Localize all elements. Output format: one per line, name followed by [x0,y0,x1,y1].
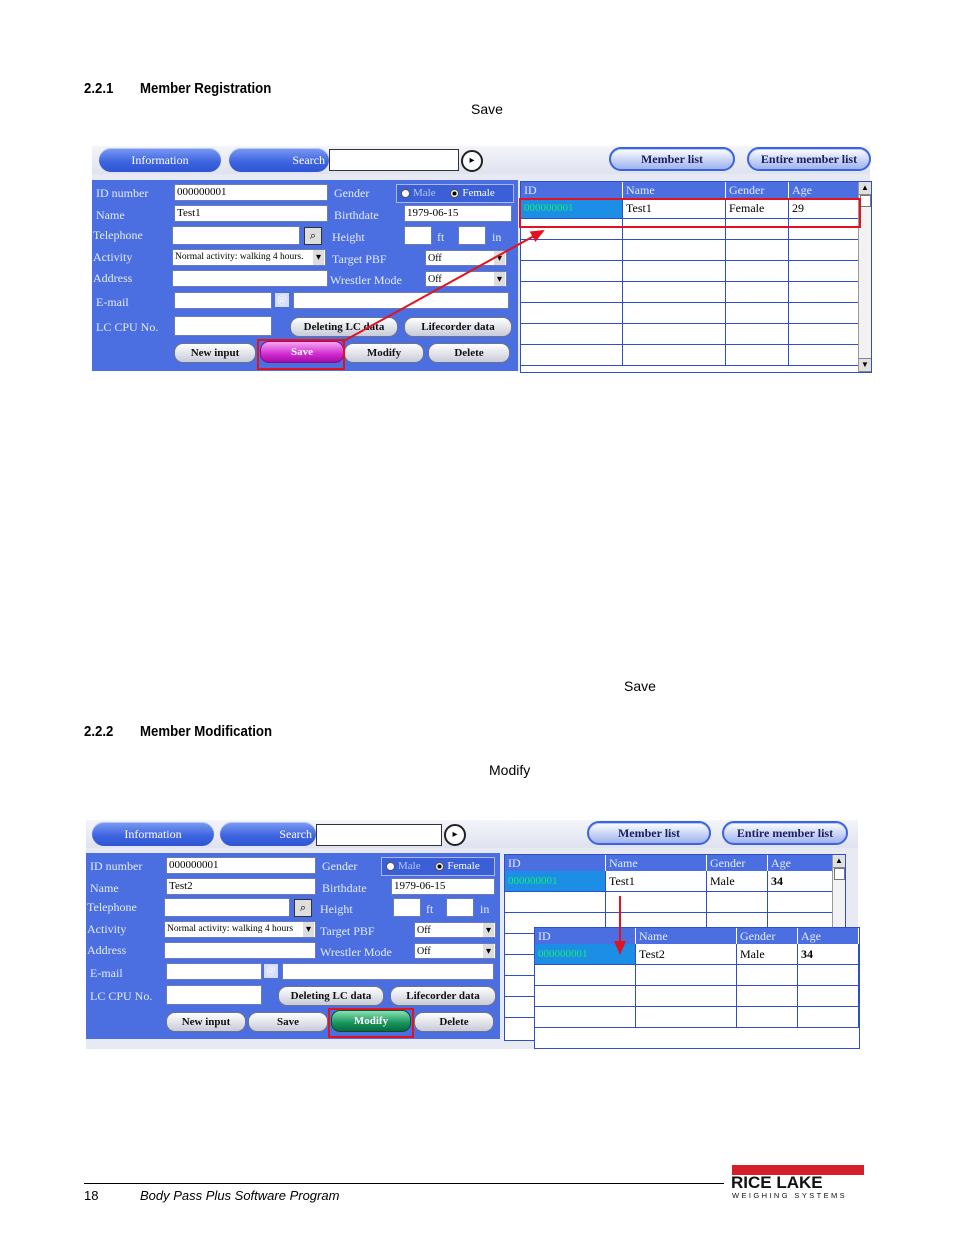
height-label: Height [332,230,365,244]
target-pbf-select[interactable]: Off ▾ [425,250,507,266]
footer-rule [84,1183,724,1184]
activity-label: Activity [93,250,133,264]
lifecorder-data-button[interactable]: Lifecorder data [390,986,496,1006]
id-number-field[interactable]: 000000001 [166,857,316,874]
delete-button[interactable]: Delete [428,343,510,363]
id-number-label: ID number [96,186,149,200]
cell-gender: Male [707,871,768,892]
deleting-lc-data-button[interactable]: Deleting LC data [278,986,384,1006]
scroll-up-icon[interactable]: ▲ [833,855,845,868]
body-keyword: Modify [489,762,531,778]
arrow-icon [86,820,858,1049]
go-icon[interactable]: ▸ [444,824,466,846]
wrestler-mode-label: Wrestler Mode [330,273,402,287]
logo-subtitle: WEIGHING SYSTEMS [732,1191,848,1200]
gender-label: Gender [334,186,370,200]
telephone-label: Telephone [93,228,143,242]
col-gender: Gender [726,182,789,198]
in-unit: in [480,902,490,916]
tab-search[interactable]: Search [220,822,316,846]
new-input-button[interactable]: New input [174,343,256,363]
cell-id: 000000001 [535,944,636,965]
member-list-button[interactable]: Member list [587,821,711,845]
new-input-button[interactable]: New input [166,1012,246,1032]
female-label: Female [447,860,480,872]
col-age: Age [768,855,845,871]
activity-label: Activity [87,922,127,936]
lookup-icon[interactable]: ⌕ [304,227,322,245]
scroll-down-icon[interactable]: ▼ [859,358,871,372]
at-sign: @ [275,293,289,307]
entire-member-list-button[interactable]: Entire member list [747,147,871,171]
female-label: Female [462,187,495,199]
screenshot-registration [92,146,870,371]
col-gender: Gender [707,855,768,871]
height-label: Height [320,902,353,916]
in-unit: in [492,230,502,244]
ft-unit: ft [426,902,434,916]
logo-wordmark: RICE LAKE [731,1173,823,1192]
col-id: ID [521,182,623,198]
section-title: Member Modification [140,723,273,740]
activity-select[interactable]: Normal activity: walking 4 hours ▾ [164,921,316,938]
male-label: Male [413,187,436,199]
email-label: E-mail [96,295,129,309]
ft-unit: ft [437,230,445,244]
cell-gender: Male [737,944,798,965]
name-field[interactable]: Test1 [174,205,328,222]
tab-information[interactable]: Information [99,148,221,172]
tab-information[interactable]: Information [92,822,214,846]
birthdate-field[interactable]: 1979-06-15 [404,205,512,222]
name-label: Name [96,208,125,222]
lc-cpu-label: LC CPU No. [90,989,153,1003]
cell-name: Test1 [606,871,707,892]
cell-name: Test2 [636,944,737,965]
lc-cpu-label: LC CPU No. [96,320,159,334]
target-pbf-label: Target PBF [332,252,387,266]
wrestler-mode-label: Wrestler Mode [320,945,392,959]
save-button[interactable]: Save [248,1012,328,1032]
scroll-up-icon[interactable]: ▲ [859,182,871,195]
modify-button[interactable]: Modify [344,343,424,363]
save-button[interactable]: Save [260,341,344,363]
lookup-icon[interactable]: ⌕ [294,899,312,917]
body-keyword: Save [471,101,503,117]
cell-age: 34 [768,871,845,892]
cell-id: 000000001 [521,198,623,219]
section-number: 2.2.1 [84,80,114,97]
member-list-button[interactable]: Member list [609,147,735,171]
body-keyword: Save [624,678,656,694]
wrestler-mode-select[interactable]: Off ▾ [425,271,507,287]
male-label: Male [398,860,421,872]
name-label: Name [90,881,119,895]
entire-member-list-button[interactable]: Entire member list [722,821,848,845]
col-name: Name [623,182,726,198]
doc-title: Body Pass Plus Software Program [140,1188,340,1203]
screenshot-modification [86,820,858,1049]
birthdate-field[interactable]: 1979-06-15 [391,878,495,895]
cell-gender: Female [726,198,789,219]
section-title: Member Registration [140,80,272,97]
address-label: Address [87,943,127,957]
cell-id: 000000001 [505,871,606,892]
target-pbf-select[interactable]: Off ▾ [414,922,496,938]
at-sign: @ [264,964,278,978]
page-number: 18 [84,1188,99,1203]
id-number-label: ID number [90,859,143,873]
birthdate-label: Birthdate [334,208,379,222]
tab-search[interactable]: Search [229,148,329,172]
birthdate-label: Birthdate [322,881,367,895]
col-age: Age [798,928,859,944]
address-label: Address [93,271,133,285]
col-id: ID [535,928,636,944]
arrow-icon [92,146,870,371]
col-age: Age [789,182,871,198]
go-icon[interactable]: ▸ [461,150,483,172]
gender-label: Gender [322,859,358,873]
col-name: Name [606,855,707,871]
cell-age: 34 [798,944,859,965]
cell-name: Test1 [623,198,726,219]
name-field[interactable]: Test2 [166,878,316,895]
email-label: E-mail [90,966,123,980]
col-name: Name [636,928,737,944]
col-gender: Gender [737,928,798,944]
lifecorder-data-button[interactable]: Lifecorder data [404,317,512,337]
wrestler-mode-select[interactable]: Off ▾ [414,943,496,959]
telephone-label: Telephone [87,900,137,914]
section-number: 2.2.2 [84,723,114,740]
id-number-field[interactable]: 000000001 [174,184,328,201]
cell-age: 29 [789,198,871,219]
delete-button[interactable]: Delete [414,1012,494,1032]
activity-select[interactable]: Normal activity: walking 4 hours. ▾ [172,249,326,266]
col-id: ID [505,855,606,871]
target-pbf-label: Target PBF [320,924,375,938]
modify-button[interactable]: Modify [331,1010,411,1032]
deleting-lc-data-button[interactable]: Deleting LC data [290,317,398,337]
